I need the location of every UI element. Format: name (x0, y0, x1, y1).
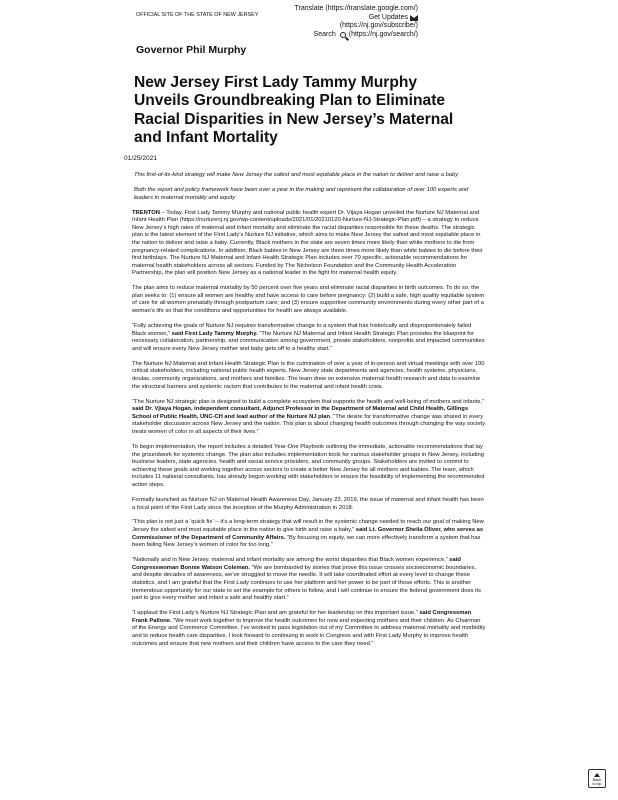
back-to-top-line2: to top (592, 782, 602, 786)
search-link[interactable] (198, 31, 418, 40)
paragraph-6: To begin implementation, the report includes a detailed Year-One Playbook outlining the immediate, actionable recommendations that lay the groundwork for systemic change. The plan also includes implementation tools for various stakeholder groups in New Jersey, including business leaders, state agencies, health and social service providers, and community groups. Stakeholders are invited to commit to achieving these goals and working together across sectors to create a better New Jersey for all mothers and babies. The team, which includes 11 national consultants, has already begun working with stakeholders to ensure the feasibility of implementing the recommended action steps. (132, 443, 485, 488)
arrow-up-icon (594, 773, 600, 777)
envelope-icon (410, 15, 418, 21)
translate-link[interactable]: Translate (https://translate.google.com/) (294, 5, 418, 12)
article-body (132, 172, 486, 656)
site-title[interactable]: Governor Phil Murphy (136, 44, 247, 56)
paragraph-5: “The Nurture NJ strategic plan is designed to build a complete ecosystem that supports the health and well-being of mothers and infants,” said Dr. Vjiaya Hogan, independent consultant, Adjunct Professor in the Department of Maternal and Child Health, Gillings School of Public Health, UNC-CH and lead author of the Nurture NJ plan. “The desire for transformative change was shared in every stakeholder discussion across New Jersey and the nation. This plan is about changing health outcomes through changing the way society treats women of color in all aspects of their lives.” (132, 398, 486, 435)
official-site-label: OFFICIAL SITE OF THE STATE OF NEW JERSEY (136, 12, 259, 18)
paragraph-8: “This plan is not just a ‘quick fix’ -- it’s a long-term strategy that will result in the systemic change needed to reach our goal of making New Jersey the safest and most equitable place in the nation to give birth and raise a baby,” said Lt. Governor Sheila Oliver, who serves as Commissioner of the Department of Community Affairs. “By focusing on equity, we can more effectively transform a system that has been failing New Jersey’s women of color for too long.” (132, 519, 484, 549)
paragraph-9: “Nationally and in New Jersey, maternal and infant mortality are among the worst disparities that Black women experience,” said Congresswoman Bonnie Watson Coleman. “We are bombarded by stories that prove this issue crosses socioeconomic boundaries, and despite decades of awareness, we’ve struggled to move the needle. It will take coordinated effort at every level to change these statistics, and I am grateful that the First Lady continues to use her platform and her power to be part of those efforts. This is another tremendous opportunity for our state to set the example for others to follow, and I will continue to ensure the federal government does its part to give every mother and infant a safe and healthy start.” (132, 557, 481, 602)
search-label: Search (313, 30, 336, 38)
paragraph-7: Formally launched as Nurture NJ on Maternal Health Awareness Day, January 23, 2019, the issue of maternal and infant health has been a focal point of the First Lady since the inception of the Murphy Administration in 2018. (132, 496, 484, 511)
utility-links (198, 5, 418, 39)
back-to-top-line1: Back (593, 778, 601, 782)
paragraph-2: The plan aims to reduce maternal mortality by 50 percent over five years and eliminate racial disparities in birth outcomes. To do so, the plan seeks to: (1) ensure all women are healthy and have access to care before pregnancy; (2) build a safe, high quality equitable system of care for all women prenatally through postpartum care; and (3) ensure supportive community environments during every other part of a woman’s life so that the conditions and opportunities for health are always available. (132, 285, 485, 315)
article-date: 01/25/2021 (124, 155, 158, 162)
article-title: New Jersey First Lady Tammy Murphy Unveils Groundbreaking Plan to Eliminate Racial Disparities in New Jersey’s Maternal and Infant Mortality (134, 74, 454, 147)
search-url: (https://nj.gov/search/) (348, 30, 418, 38)
get-updates-label: Get Updates (368, 13, 408, 21)
get-updates-link[interactable] (198, 14, 418, 23)
paragraph-10: “I applaud the First Lady’s Nurture NJ Strategic Plan and am grateful for her leadership on this important issue,” said Congressman Frank Pallone. “We must work together to improve the health outcomes for new and expecting mothers and their children. As Chairman of the Energy and Commerce Committee, I’ve worked to pass legislation out of my Committee to address maternal mortality and morbidity and to reduce health care disparities. I look forward to continuing to work in Congress and with First Lady Murphy to improve health outcomes and ensure that new mothers and their children have access to the care they need.” (132, 610, 486, 647)
paragraph-1: TRENTON – Today, First Lady Tammy Murphy and national public health expert Dr. Vijaya Hogan unveiled the Nurture NJ Maternal and Infant Health Plan (https://nurturenj.nj.gov/wp-content/uploads/2021/01/20210120-Nurture-NJ-Strategic-Plan.pdf) – a strategy to reduce New Jersey’s high rates of maternal and infant mortality and eliminate the racial disparities responsible for these deaths. The strategic plan is the latest element of the First Lady’s Nurture NJ initiative, which aims to make New Jersey the safest and most equitable place in the nation to deliver and raise a baby. Currently, Black mothers in the state are seven times more likely than white mothers to die from pregnancy-related complications. In addition, Black babies in New Jersey are three times more likely than white babies to die before their first birthdays. The Nurture NJ Maternal and Infant Health Strategic Plan includes over 70 specific, actionable recommendations for maternal health stakeholders across all sectors. Funded by The Nicholson Foundation and the Community Health Acceleration Partnership, the plan will position New Jersey as a national leader in the fight for maternal health equity. (132, 209, 483, 277)
subscribe-url: (https://nj.gov/subscribe/) (339, 22, 418, 30)
back-to-top-button[interactable] (588, 769, 606, 788)
paragraph-4: The Nurture NJ Maternal and Infant Health Strategic Plan is the culmination of over a year of in-person and virtual meetings with over 100 critical stakeholders, including national public health experts, New Jersey state departments and agencies, health systems, physicians, doulas, community organizations, and mothers and families. The team drew on extensive maternal health research and data to examine the structural barriers and systemic racism that contributes to the maternal and infant health crisis. (132, 360, 485, 390)
paragraph-3: “Fully achieving the goals of Nurture NJ requires transformative change to a system that has historically and disproportionately failed Black women,” said First Lady Tammy Murphy. “The Nurture NJ Maternal and Infant Health Strategic Plan provides the blueprint for necessary collaboration, partnership, and communication among government, private stakeholders, nonprofits and impacted communities and will ensure every New Jersey mother and baby gets off to a healthy start.” (132, 323, 485, 352)
lede-2: Both the report and policy framework have been over a year in the making and represent the collaboration of over 100 experts and leaders in maternal mortality and equity (134, 186, 469, 201)
dateline: TRENTON (132, 209, 160, 216)
lede-1: This first-of-its-kind strategy will make New Jersey the safest and most equitable place in the nation to deliver and raise a baby (134, 172, 459, 178)
search-icon (340, 32, 346, 38)
